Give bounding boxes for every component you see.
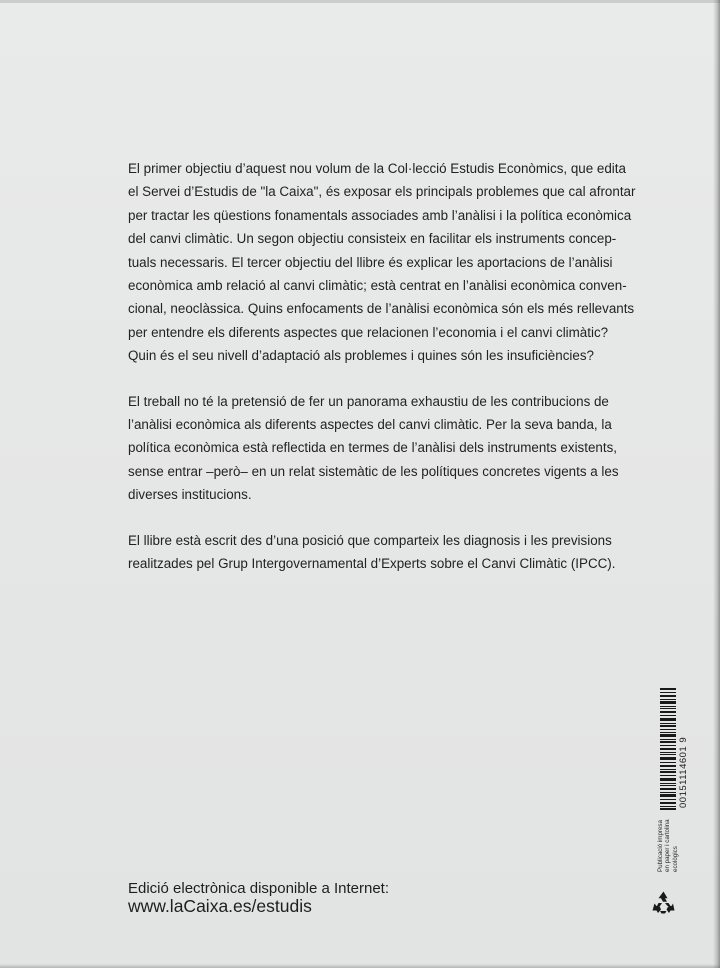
footer-note: Edició electrònica disponible a Internet: — [128, 880, 389, 897]
paragraph-2 — [128, 390, 619, 507]
text-line: El llibre està escrit des d’una posició que comparteix les diagnosis i les previsions — [128, 532, 612, 548]
summary-text — [128, 157, 636, 598]
text-line: política econòmica està reflectida en termes de l’anàlisi dels instruments existents, — [128, 440, 617, 456]
paragraph-1 — [128, 157, 636, 368]
eco-label-line: Publicació impresa — [657, 820, 664, 872]
page-right-edge — [713, 0, 720, 968]
text-line: el Servei d’Estudis de "la Caixa", és exposar els principals problemes que cal afrontar — [128, 184, 636, 200]
text-line: per tractar les qüestions fonamentals associades amb l’anàlisi i la política econòmica — [128, 207, 632, 223]
recycle-icon — [651, 890, 676, 915]
barcode-number: 00151114601 9 — [678, 736, 689, 808]
text-line: realitzades pel Grup Intergovernamental d’Experts sobre el Canvi Climàtic (IPCC). — [128, 556, 616, 572]
eco-label-line: en paper i cartolina — [664, 819, 672, 872]
text-line: cional, neoclàssica. Quins enfocaments de l’anàlisi econòmica són els més rellevants — [128, 301, 635, 317]
eco-label-text — [657, 812, 679, 872]
eco-label-line: ecològics — [671, 846, 679, 872]
text-line: El treball no té la pretensió de fer un panorama exhaustiu de les contribucions de — [128, 393, 609, 409]
text-line: econòmica amb relació al canvi climàtic; està centrat en l’anàlisi econòmica conven- — [128, 278, 627, 294]
paragraph-3 — [128, 529, 616, 576]
text-line: diverses institucions. — [128, 487, 252, 503]
text-line: l’anàlisi econòmica als diferents aspectes del canvi climàtic. Per la seva banda, la — [128, 417, 612, 433]
text-line: El primer objectiu d’aquest nou volum de la Col·lecció Estudis Econòmics, que edita — [128, 161, 626, 176]
text-line: sense entrar –però– en un relat sistemàtic de les polítiques concretes vigents a les — [128, 463, 619, 479]
footer-url[interactable]: www.laCaixa.es/estudis — [128, 896, 312, 916]
text-line: per entendre els diferents aspectes que relacionen l’economia i el canvi climàtic? — [128, 324, 609, 340]
page-top-edge — [0, 0, 720, 3]
barcode — [660, 688, 700, 810]
text-line: tuals necessaris. El tercer objectiu del llibre és explicar les aportacions de l’anàlisi — [128, 254, 613, 270]
barcode-icon — [660, 688, 676, 810]
text-line: Quin és el seu nivell d’adaptació als problemes i quines són les insuficiències? — [128, 348, 594, 364]
page-bottom-edge — [0, 964, 720, 968]
text-line: del canvi climàtic. Un segon objectiu consisteix en facilitar els instruments concep- — [128, 231, 617, 247]
